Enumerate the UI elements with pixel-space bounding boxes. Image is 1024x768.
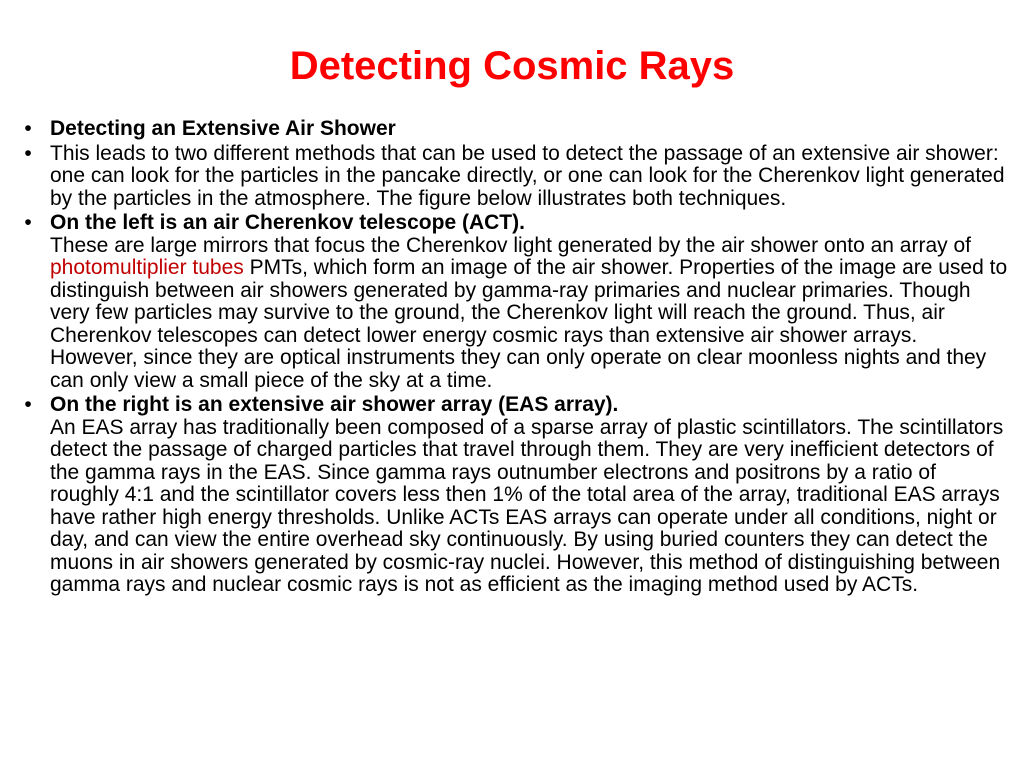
bullet-item-eas-array <box>18 394 1010 597</box>
photomultiplier-tubes-link[interactable]: photomultiplier tubes <box>50 256 244 279</box>
bullet-text-continued: PMTs, which form an image of the air shower. Properties of the image are used to distinguish between air showers generated by gamma-ray primaries and nuclear primaries. Though very few particles may survive to the ground, the Cherenkov light will reach the ground. Thus, air Cherenkov telescopes can detect lower energy cosmic rays than extensive air shower arrays. However, since they are optical instruments they can only operate on clear moonless nights and they can only view a small piece of the sky at a time. <box>50 256 1008 392</box>
bullet-text: This leads to two different methods that can be used to detect the passage of an extensive air shower: one can look for the particles in the pancake directly, or one can look for the Cherenkov light generated by the particles in the atmosphere. The figure below illustrates both techniques. <box>50 141 1005 210</box>
bullet-list <box>18 118 1010 599</box>
bullet-item-act <box>18 212 1010 392</box>
bullet-item-detecting-eas <box>18 118 1010 141</box>
bullet-heading: On the right is an extensive air shower array (EAS array). <box>50 393 619 416</box>
bullet-dot-icon: • <box>24 393 32 416</box>
bullet-heading: On the left is an air Cherenkov telescope (ACT). <box>50 211 525 234</box>
bullet-heading: Detecting an Extensive Air Shower <box>50 117 396 140</box>
bullet-dot-icon: • <box>24 117 32 140</box>
bullet-text: These are large mirrors that focus the Cherenkov light generated by the air shower onto an array of <box>50 233 971 257</box>
bullet-item-two-methods <box>18 143 1010 211</box>
bullet-dot-icon: • <box>24 211 32 234</box>
bullet-text: An EAS array has traditionally been composed of a sparse array of plastic scintillators. The scintillators detect the passage of charged particles that travel through them. They are very inefficient detectors of the gamma rays in the EAS. Since gamma rays outnumber electrons and positrons by a ratio of roughly 4:1 and the scintillator covers less then 1% of the total area of the array, traditional EAS arrays have rather high energy thresholds. Unlike ACTs EAS arrays can operate under all conditions, night or day, and can view the entire overhead sky continuously. By using buried counters they can detect the muons in air showers generated by cosmic-ray nuclei. However, this method of distinguishing between gamma rays and nuclear cosmic rays is not as efficient as the imaging method used by ACTs. <box>50 415 1004 596</box>
slide-title: Detecting Cosmic Rays <box>289 44 735 88</box>
bullet-dot-icon: • <box>24 141 32 165</box>
